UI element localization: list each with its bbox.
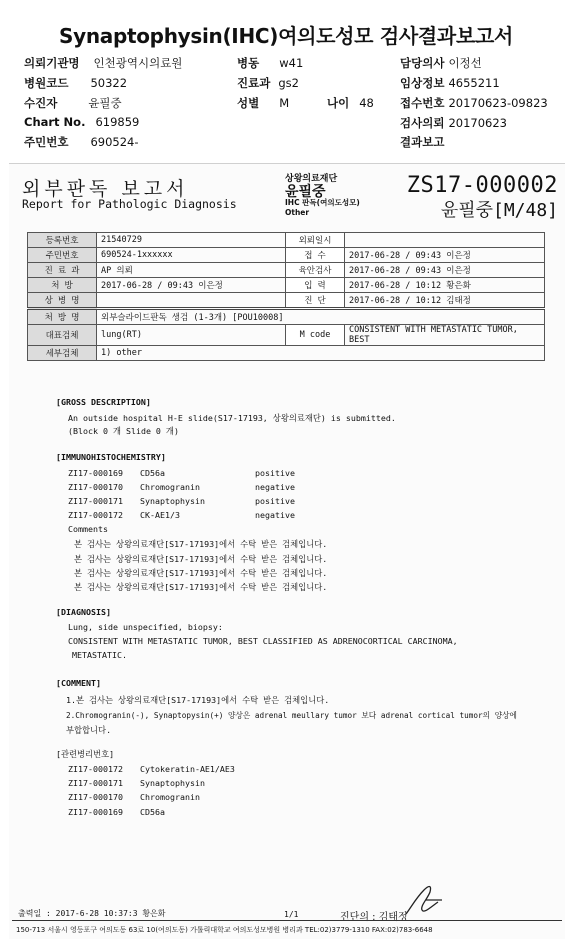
cell-label: 상 병 명 xyxy=(28,293,97,309)
summary-field: 진료과 gs2 xyxy=(237,76,299,90)
summary-field: 담당의사 이정선 xyxy=(400,56,482,70)
cell-label: 주민번호 xyxy=(28,248,97,263)
comment-line: 본 검사는 상왕의료재단[S17-17193]에서 수탁 받은 검체입니다. xyxy=(74,539,328,549)
summary-field: 주민번호 690524- xyxy=(24,135,139,149)
cell-value: CONSISTENT WITH METASTATIC TUMOR, BEST xyxy=(345,325,545,346)
cell-value: 2017-06-28 / 09:43 이은정 xyxy=(345,263,545,278)
summary-field: 검사의뢰 20170623 xyxy=(400,116,507,130)
cell-label: 처 방 xyxy=(28,278,97,293)
page-title: Synaptophysin(IHC)여의도성모 검사결과보고서 xyxy=(58,24,514,48)
cell-label: 등록번호 xyxy=(28,233,97,248)
summary-field: 접수번호 20170623-09823 xyxy=(400,96,548,110)
stamp-name: 윤필중 xyxy=(285,184,326,200)
case-number: ZS17-000002 xyxy=(406,173,558,198)
report-title-ko: 외부판독 보고서 xyxy=(22,178,189,200)
comment-text: 1.본 검사는 상왕의료재단[S17-17193]에서 수탁 받은 검체입니다. xyxy=(66,695,330,705)
cell-value: 690524-1xxxxxx xyxy=(97,248,286,263)
gross-title: [GROSS DESCRIPTION] xyxy=(56,397,151,407)
related-title: [관련병리번호] xyxy=(56,749,115,759)
comments-title: Comments xyxy=(68,524,108,534)
cell-value xyxy=(345,233,545,248)
summary-field: 의뢰기관명 인천광역시의료원 xyxy=(24,56,183,70)
info-table xyxy=(27,232,545,361)
ihc-marker: Synaptophysin xyxy=(140,496,205,506)
summary-field: 수진자 윤필중 xyxy=(24,96,122,110)
printed-info: 출력일 : 2017-6-28 10:37:3 황은화 xyxy=(18,909,166,918)
related-marker: Cytokeratin-AE1/AE3 xyxy=(140,764,235,774)
cell-value: 외부슬라이드판독 생검 (1-3개) [POU10008] xyxy=(97,309,545,325)
cell-value: 21540729 xyxy=(97,233,286,248)
cell-label: 접 수 xyxy=(286,248,345,263)
cell-label: 대표검체 xyxy=(28,325,97,346)
cell-label: 육안검사 xyxy=(286,263,345,278)
related-code: ZI17-000169 xyxy=(68,807,123,817)
ihc-title: [IMMUNOHISTOCHEMISTRY] xyxy=(56,452,166,462)
cell-value: AP 의뢰 xyxy=(97,263,286,278)
ihc-marker: CD56a xyxy=(140,468,165,478)
cell-label: 진 료 과 xyxy=(28,263,97,278)
ihc-result: positive xyxy=(255,468,295,478)
ihc-row: ZI17-000172 xyxy=(68,510,123,520)
cell-label: 진 단 xyxy=(286,293,345,309)
diagnosis-line: CONSISTENT WITH METASTATIC TUMOR, BEST CLASSIFIED AS ADRENOCORTICAL CARCINOMA, xyxy=(68,636,458,646)
cell-label: 처 방 명 xyxy=(28,309,97,325)
ihc-marker: Chromogranin xyxy=(140,482,200,492)
report-title-en: Report for Pathologic Diagnosis xyxy=(22,197,237,211)
cell-value: 1) other xyxy=(97,346,545,361)
ihc-result: negative xyxy=(255,510,295,520)
related-marker: CD56a xyxy=(140,807,165,817)
cell-value xyxy=(97,293,286,309)
related-marker: Chromogranin xyxy=(140,792,200,802)
stamp-line3: Other xyxy=(285,208,310,217)
footer-divider xyxy=(12,920,562,921)
gross-line: An outside hospital H-E slide(S17-17193, 상왕의료재단) is submitted. xyxy=(68,413,396,423)
cell-value: 2017-06-28 / 09:43 이은정 xyxy=(345,248,545,263)
cell-label: 세부검체 xyxy=(28,346,97,361)
diagnosis-line: METASTATIC. xyxy=(72,650,127,660)
page-number: 1/1 xyxy=(284,910,299,919)
comment-line: 본 검사는 상왕의료재단[S17-17193]에서 수탁 받은 검체입니다. xyxy=(74,568,328,578)
diagnosis-line: Lung, side unspecified, biopsy: xyxy=(68,622,223,632)
cell-label: M code xyxy=(286,325,345,346)
summary-field: 나이 48 xyxy=(327,96,374,110)
related-code: ZI17-000172 xyxy=(68,764,123,774)
gross-line: (Block 0 개 Slide 0 개) xyxy=(68,426,179,436)
cell-label: 외뢰일시 xyxy=(286,233,345,248)
comment-title: [COMMENT] xyxy=(56,678,101,688)
summary-field: 임상정보 4655211 xyxy=(400,76,500,90)
related-code: ZI17-000171 xyxy=(68,778,123,788)
ihc-result: negative xyxy=(255,482,295,492)
cell-value: 2017-06-28 / 10:12 김태정 xyxy=(345,293,545,309)
related-marker: Synaptophysin xyxy=(140,778,205,788)
stamp-org: 상왕의료재단 xyxy=(285,174,338,184)
ihc-row: ZI17-000169 xyxy=(68,468,123,478)
ihc-row: ZI17-000171 xyxy=(68,496,123,506)
ihc-row: ZI17-000170 xyxy=(68,482,123,492)
signature-icon xyxy=(402,880,446,920)
cell-value: 2017-06-28 / 09:43 이은정 xyxy=(97,278,286,293)
cell-value: lung(RT) xyxy=(97,325,286,346)
ihc-result: positive xyxy=(255,496,295,506)
diagnosis-title: [DIAGNOSIS] xyxy=(56,607,111,617)
patient-tag: 윤필중[M/48] xyxy=(440,200,558,221)
summary-field: 병원코드 50322 xyxy=(24,76,128,90)
ihc-marker: CK-AE1/3 xyxy=(140,510,180,520)
related-code: ZI17-000170 xyxy=(68,792,123,802)
stamp-line2: IHC 판독(여의도성모) xyxy=(285,198,360,207)
comment-line: 본 검사는 상왕의료재단[S17-17193]에서 수탁 받은 검체입니다. xyxy=(74,554,328,564)
comment-line: 본 검사는 상왕의료재단[S17-17193]에서 수탁 받은 검체입니다. xyxy=(74,582,328,592)
hospital-address: 150-713 서울시 영등포구 여의도동 63로 10(여의도동) 가톨릭대학교 여의도성모병원 병리과 TEL:02)3779-1310 FAX:02)783-6648 xyxy=(16,926,433,934)
cell-value: 2017-06-28 / 10:12 황은화 xyxy=(345,278,545,293)
summary-field: 결과보고 xyxy=(400,135,445,149)
summary-field: 성별 M xyxy=(237,96,290,110)
comment-text: 부합합니다. xyxy=(66,725,112,735)
comment-text: 2.Chromogranin(-), Synaptopysin(+) 양상은 adrenal meullary tumor 보다 adrenal cortical tumor의 양상에 xyxy=(66,711,517,720)
cell-label: 입 력 xyxy=(286,278,345,293)
summary-field: 병동 w41 xyxy=(237,56,304,70)
diagnoser: 진단의 : 김태정 xyxy=(340,912,408,923)
summary-field: Chart No. 619859 xyxy=(24,115,140,129)
